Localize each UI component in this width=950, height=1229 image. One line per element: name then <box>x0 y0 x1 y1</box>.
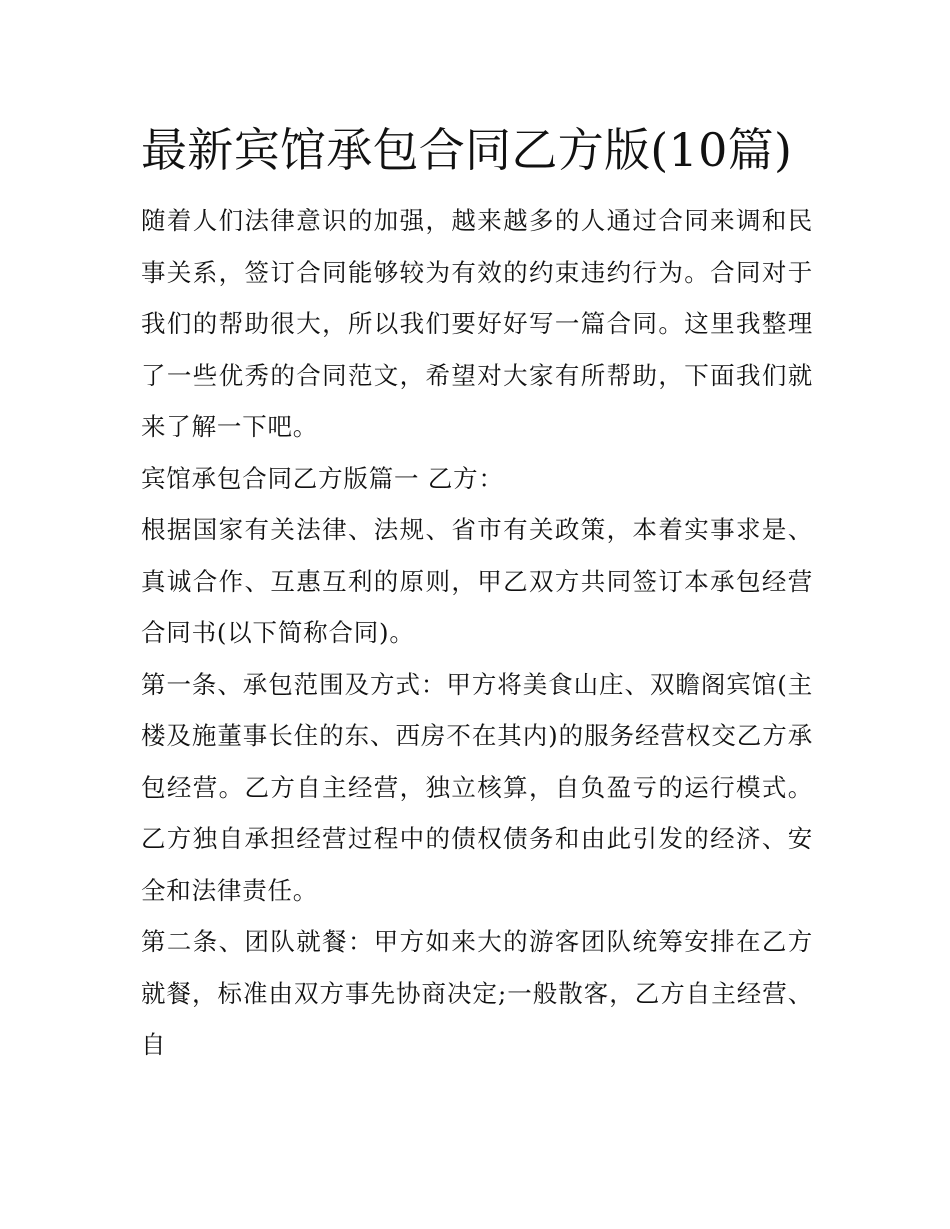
preamble-paragraph: 根据国家有关法律、法规、省市有关政策，本着实事求是、真诚合作、互惠互利的原则，甲乙双方共同签订本承包经营合同书(以下简称合同)。 <box>141 515 813 647</box>
document-body <box>141 112 813 1071</box>
article-2-paragraph: 第二条、团队就餐：甲方如来大的游客团队统筹安排在乙方就餐，标准由双方事先协商决定;一般散客，乙方自主经营、自 <box>141 927 813 1059</box>
section-heading: 宾馆承包合同乙方版篇一 乙方： <box>141 463 504 493</box>
article-1-paragraph: 第一条、承包范围及方式：甲方将美食山庄、双瞻阁宾馆(主楼及施董事长住的东、西房不在其内)的服务经营权交乙方承包经营。乙方自主经营，独立核算，自负盈亏的运行模式。乙方独自承担经营过程中的债权债务和由此引发的经济、安全和法律责任。 <box>141 669 813 905</box>
document-title: 最新宾馆承包合同乙方版(10篇) <box>141 123 793 177</box>
intro-paragraph: 随着人们法律意识的加强，越来越多的人通过合同来调和民事关系，签订合同能够较为有效的约束违约行为。合同对于我们的帮助很大，所以我们要好好写一篇合同。这里我整理了一些优秀的合同范文，希望对大家有所帮助，下面我们就来了解一下吧。 <box>141 206 813 441</box>
